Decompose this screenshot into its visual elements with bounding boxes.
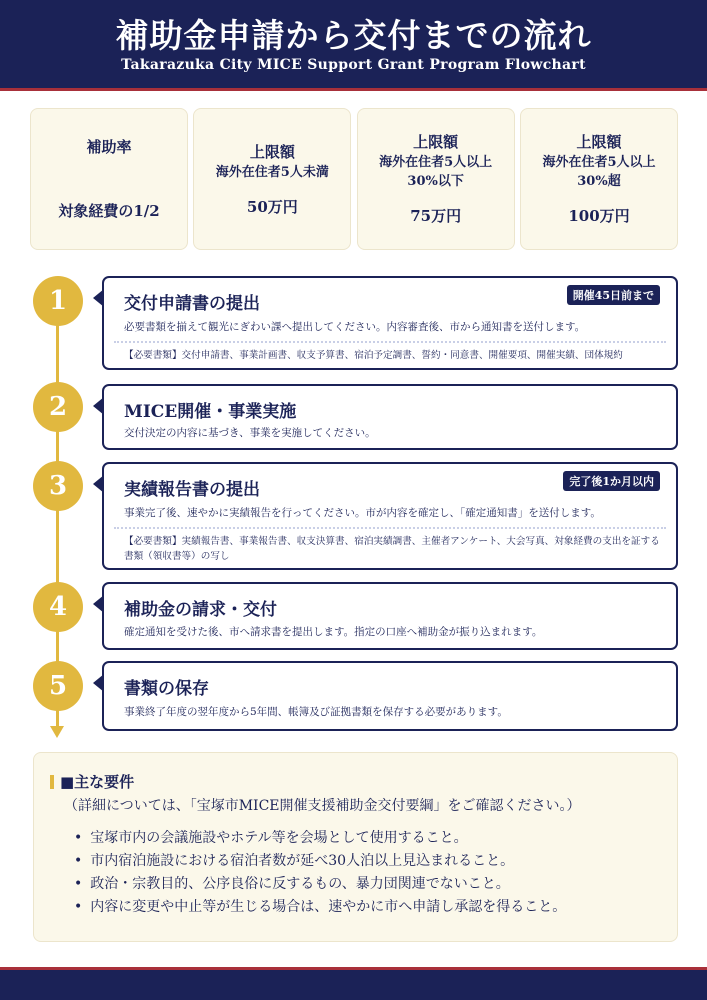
summary-box-rate	[30, 108, 188, 250]
card-pointer-icon	[93, 595, 104, 613]
deadline-badge: 完了後1か月以内	[563, 471, 660, 491]
card-pointer-icon	[93, 289, 104, 307]
deadline-badge: 開催45日前まで	[567, 285, 660, 305]
step-card-3	[102, 462, 678, 570]
footer-banner	[0, 970, 707, 1000]
list-item	[74, 896, 566, 919]
requirements-note: （詳細については、「宝塚市MICE開催支援補助金交付要綱」をご確認ください。）	[64, 798, 581, 814]
summary-label: 上限額	[413, 133, 459, 151]
summary-label: 上限額	[576, 133, 622, 151]
requirement-text: 内容に変更や中止等が生じる場合は、速やかに市へ申請し承認を得ること。	[90, 899, 567, 915]
page-subtitle: Takarazuka City MICE Support Grant Program Flowchart	[121, 57, 586, 73]
list-item	[74, 827, 566, 850]
summary-box-limit-1	[193, 108, 351, 250]
requirements-title: ■主な要件	[60, 773, 135, 791]
required-documents: 【必要書類】実績報告書、事業報告書、収支決算書、宿泊実績調書、主催者アンケート、大会写真、対象経費の支出を証する書類（領収書等）の写し	[124, 536, 660, 562]
bullet-icon: •	[74, 899, 83, 915]
step-description: 交付決定の内容に基づき、事業を実施してください。	[124, 427, 376, 439]
step-title: MICE開催・事業実施	[124, 402, 297, 422]
step-title: 書類の保存	[124, 679, 209, 699]
step-card-4	[102, 582, 678, 650]
summary-value: 100万円	[568, 207, 630, 225]
summary-condition: 海外在住者5人未満	[215, 164, 329, 180]
step-card-5	[102, 661, 678, 731]
step-description: 事業終了年度の翌年度から5年間、帳簿及び証拠書類を保存する必要があります。	[124, 706, 508, 718]
required-documents: 【必要書類】交付申請書、事業計画書、収支予算書、宿泊予定調書、誓約・同意書、開催要項、開催実績、団体規約	[124, 350, 623, 361]
card-pointer-icon	[93, 475, 104, 493]
step-card-2	[102, 384, 678, 450]
step-number-4: 4	[33, 582, 83, 632]
list-item	[74, 873, 566, 896]
summary-box-limit-3	[520, 108, 678, 250]
card-divider	[114, 527, 666, 529]
step-number-2: 2	[33, 382, 83, 432]
summary-label: 補助率	[86, 138, 132, 156]
header-accent-line	[0, 88, 707, 91]
bullet-icon: •	[74, 876, 83, 892]
requirement-text: 政治・宗教目的、公序良俗に反するもの、暴力団関連でないこと。	[90, 876, 510, 892]
requirements-panel	[33, 752, 678, 942]
step-description: 確定通知を受けた後、市へ請求書を提出します。指定の口座へ補助金が振り込まれます。	[124, 626, 543, 638]
summary-label: 上限額	[249, 142, 295, 161]
requirements-list	[74, 827, 566, 919]
step-number-1: 1	[33, 276, 83, 326]
step-title: 実績報告書の提出	[124, 480, 260, 500]
step-description: 必要書類を揃えて観光にぎわい課へ提出してください。内容審査後、市から通知書を送付します。	[124, 321, 586, 333]
step-title: 補助金の請求・交付	[124, 600, 277, 620]
timeline-arrow-icon	[50, 726, 64, 738]
summary-condition: 海外在住者5人以上 30%超	[542, 155, 656, 189]
bullet-icon: •	[74, 853, 83, 869]
step-card-1	[102, 276, 678, 370]
page-title: 補助金申請から交付までの流れ	[115, 16, 592, 55]
bullet-icon: •	[74, 830, 83, 846]
summary-boxes	[30, 108, 678, 250]
step-number-5: 5	[33, 661, 83, 711]
summary-condition: 海外在住者5人以上 30%以下	[379, 155, 493, 189]
step-description: 事業完了後、速やかに実績報告を行ってください。市が内容を確定し、「確定通知書」を送付します。	[124, 507, 601, 519]
list-item	[74, 850, 566, 873]
card-pointer-icon	[93, 397, 104, 415]
step-title: 交付申請書の提出	[124, 294, 260, 314]
card-pointer-icon	[93, 674, 104, 692]
summary-value: 75万円	[410, 207, 462, 225]
summary-value: 50万円	[246, 197, 298, 216]
card-divider	[114, 341, 666, 343]
header-banner	[0, 0, 707, 88]
summary-box-limit-2	[357, 108, 515, 250]
step-number-3: 3	[33, 461, 83, 511]
requirement-text: 宝塚市内の会議施設やホテル等を会場として使用すること。	[90, 830, 468, 846]
requirements-accent-bar	[50, 775, 54, 789]
requirement-text: 市内宿泊施設における宿泊者数が延べ30人泊以上見込まれること。	[90, 853, 515, 869]
summary-value: 対象経費の1/2	[58, 202, 160, 220]
